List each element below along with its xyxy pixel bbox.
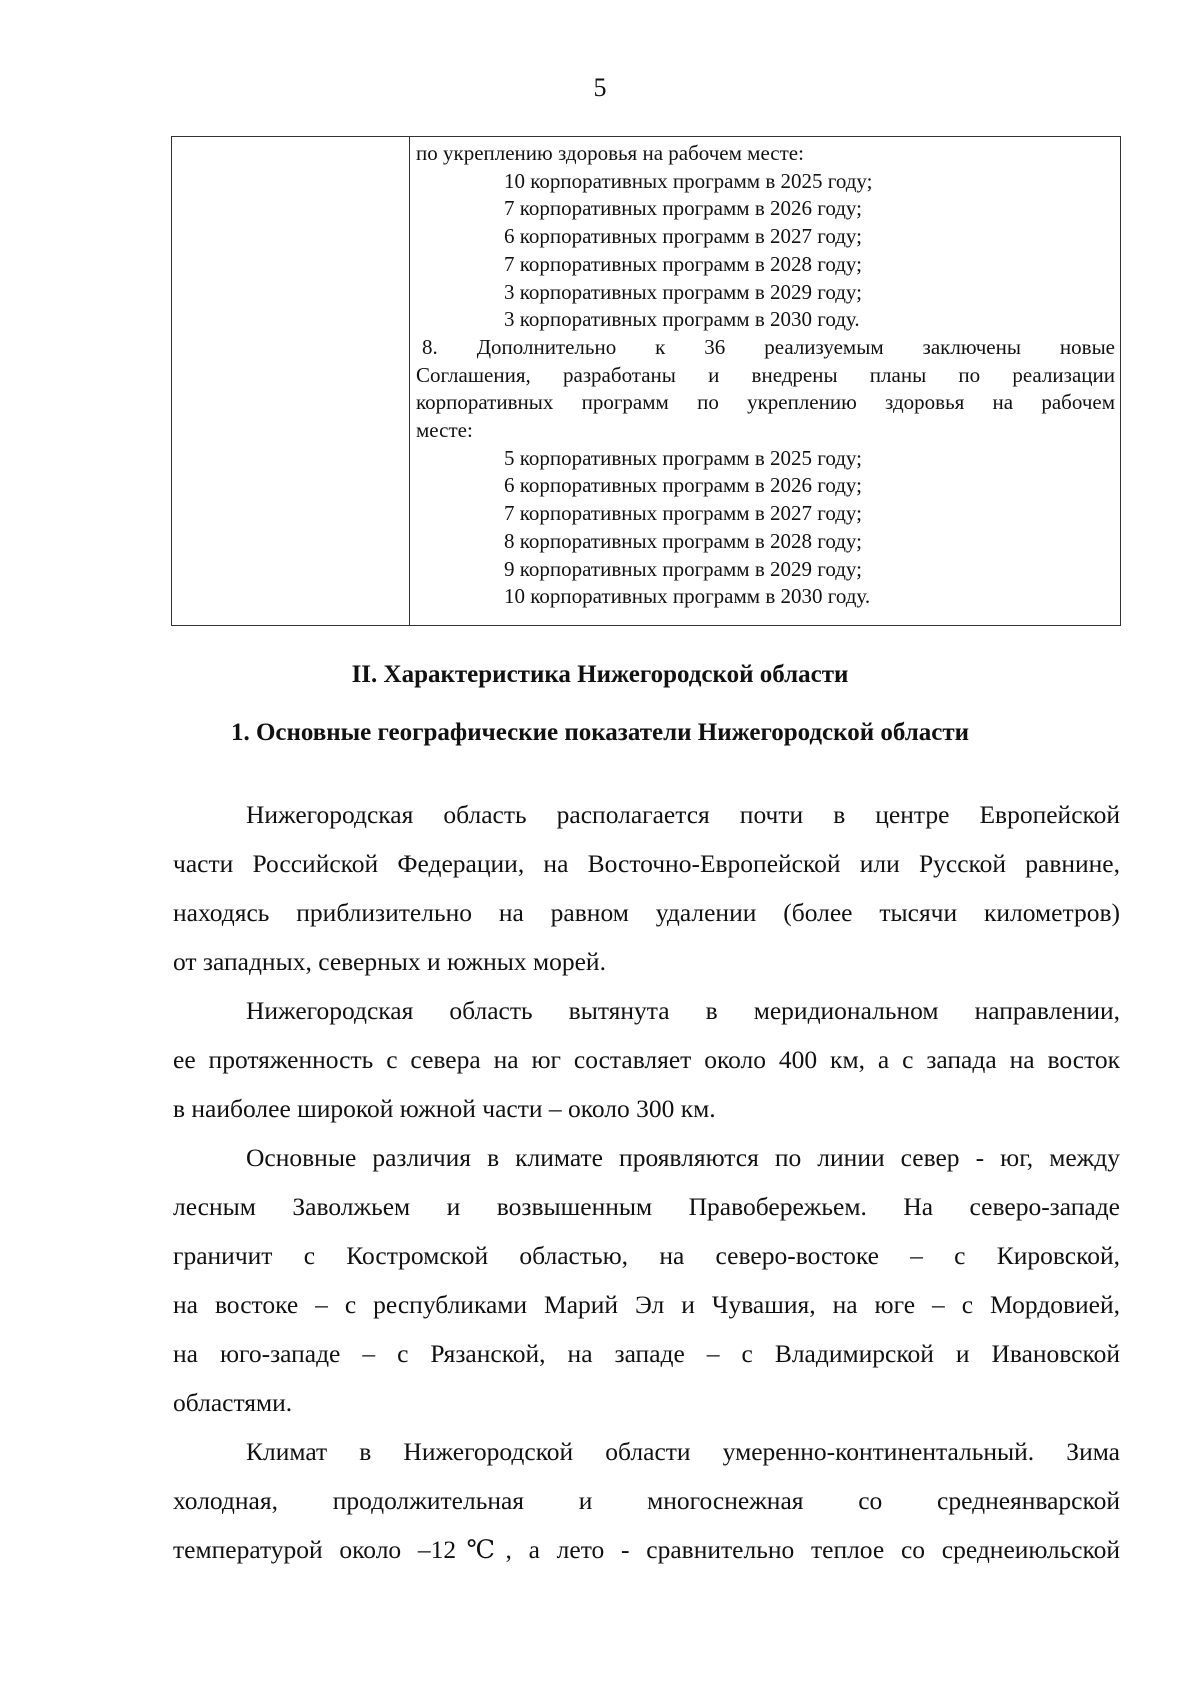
program-count-line: 6 корпоративных программ в 2027 году; <box>504 224 862 249</box>
text-line: Нижегородская область вытянута в меридиональном направлении, <box>246 996 1120 1025</box>
table-row <box>172 137 1121 626</box>
text-line: холодная, продолжительная и многоснежная со среднеянварской <box>173 1486 1120 1515</box>
program-count-line: 3 корпоративных программ в 2029 году; <box>504 279 862 304</box>
text-line: части Российской Федерации, на Восточно-Европейской или Русской равнине, <box>173 849 1120 878</box>
section-subtitle: 1. Основные географические показатели Нижегородской области <box>230 719 970 746</box>
program-count-line: 9 корпоративных программ в 2029 году; <box>504 556 862 581</box>
table-line: корпоративных программ по укреплению здоровья на рабочем <box>416 390 1115 415</box>
paragraph <box>173 1133 1120 1427</box>
paragraph <box>173 986 1120 1133</box>
page-number: 5 <box>593 73 607 102</box>
table-cell-empty <box>172 137 410 626</box>
text-line: находясь приблизительно на равном удалении (более тысячи километров) <box>173 898 1120 927</box>
section-title: II. Характеристика Нижегородской области <box>351 661 849 688</box>
table-line: Соглашения, разработаны и внедрены планы по реализации <box>416 362 1115 387</box>
text-line: лесным Заволжьем и возвышенным Правобережьем. На северо-западе <box>173 1192 1120 1221</box>
text-line: граничит с Костромской областью, на северо-востоке – с Кировской, <box>173 1241 1120 1270</box>
program-count-line: 10 корпоративных программ в 2025 году; <box>504 168 873 193</box>
table-cell-content <box>410 137 1121 626</box>
program-count-line: 7 корпоративных программ в 2027 году; <box>504 501 862 526</box>
text-line: в наиболее широкой южной части – около 300 км. <box>173 1094 716 1123</box>
table-line: по укреплению здоровья на рабочем месте: <box>416 141 804 165</box>
program-count-line: 7 корпоративных программ в 2028 году; <box>504 251 862 276</box>
paragraph <box>173 1427 1120 1574</box>
paragraph <box>173 790 1120 986</box>
text-line: на востоке – с республиками Марий Эл и Чувашия, на юге – с Мордовией, <box>173 1290 1120 1319</box>
text-line: Основные различия в климате проявляются по линии север - юг, между <box>246 1143 1120 1172</box>
program-count-line: 8 корпоративных программ в 2028 году; <box>504 528 862 553</box>
program-count-line: 10 корпоративных программ в 2030 году. <box>504 584 871 609</box>
body-text <box>173 790 1120 1574</box>
text-line: Нижегородская область располагается почти в центре Европейской <box>246 800 1120 829</box>
program-count-line: 6 корпоративных программ в 2026 году; <box>504 473 862 498</box>
text-line: Климат в Нижегородской области умеренно-континентальный. Зима <box>246 1437 1120 1466</box>
text-line: областями. <box>173 1388 293 1417</box>
program-count-line: 7 корпоративных программ в 2026 году; <box>504 196 862 221</box>
text-line: на юго-западе – с Рязанской, на западе – с Владимирской и Ивановской <box>173 1339 1120 1368</box>
program-count-line: 3 корпоративных программ в 2030 году. <box>504 307 860 332</box>
text-line: от западных, северных и южных морей. <box>173 947 606 976</box>
indicator-table <box>171 136 1121 626</box>
item-8-line: 8. Дополнительно к 36 реализуемым заключены новые <box>422 334 1115 359</box>
text-line: температурой около –12℃, а лето - сравнительно теплое со среднеиюльской <box>173 1535 1120 1564</box>
program-count-line: 5 корпоративных программ в 2025 году; <box>504 445 862 470</box>
text-line: ее протяженность с севера на юг составляет около 400 км, а с запада на восток <box>173 1045 1120 1074</box>
table-line: месте: <box>416 418 473 443</box>
